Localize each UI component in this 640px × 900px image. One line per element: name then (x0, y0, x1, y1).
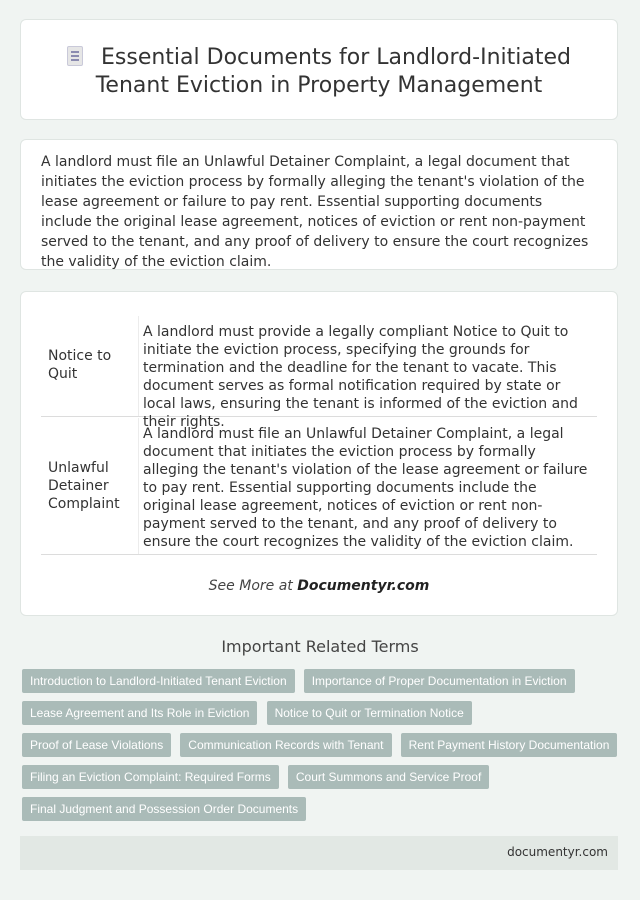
related-term-tag[interactable]: Communication Records with Tenant (180, 733, 391, 757)
related-terms-list (22, 669, 622, 829)
related-term-tag[interactable]: Importance of Proper Documentation in Eviction (304, 669, 575, 693)
related-term-tag[interactable]: Filing an Eviction Complaint: Required Forms (22, 765, 279, 789)
footer-site[interactable]: documentyr.com (507, 845, 608, 859)
term-cell: Notice to Quit (48, 348, 112, 382)
definition-cell: A landlord must file an Unlawful Detainer Complaint, a legal document that initiates the eviction process by formally alleging the tenant's violation of the lease agreement or failure to pay rent. Essential supporting documents include the original lease agreement, notices of eviction or rent non-payment served to the tenant, and any proof of delivery to ensure the court recognizes the validity of the eviction claim. (143, 426, 588, 550)
related-terms-heading: Important Related Terms (221, 637, 419, 656)
summary-card (20, 139, 618, 270)
related-term-tag[interactable]: Court Summons and Service Proof (288, 765, 489, 789)
definitions-card (20, 291, 618, 616)
see-more-prefix: See More at (208, 578, 298, 594)
see-more-link[interactable] (21, 578, 617, 594)
document-icon (67, 46, 83, 66)
related-term-tag[interactable]: Notice to Quit or Termination Notice (267, 701, 472, 725)
title-card (20, 19, 618, 120)
page-title (21, 44, 617, 100)
related-term-tag[interactable]: Proof of Lease Violations (22, 733, 171, 757)
related-term-tag[interactable]: Lease Agreement and Its Role in Eviction (22, 701, 257, 725)
see-more-site[interactable]: Documentyr.com (297, 578, 430, 594)
title-line-1: Essential Documents for Landlord-Initiated (101, 45, 571, 70)
summary-text: A landlord must file an Unlawful Detainer Complaint, a legal document that initiates the eviction process by formally alleging the tenant's violation of the lease agreement or failure to pay rent. Essential supporting documents include the original lease agreement, notices of eviction or rent non-payment served to the tenant, and any proof of delivery to ensure the court recognizes the validity of the eviction claim. (41, 154, 589, 270)
definition-cell: A landlord must provide a legally compliant Notice to Quit to initiate the eviction process, specifying the grounds for termination and the deadline for the tenant to vacate. This document serves as formal notification required by state or local laws, ensuring the tenant is informed of the eviction and their rights. (143, 324, 578, 430)
related-term-tag[interactable]: Final Judgment and Possession Order Documents (22, 797, 306, 821)
term-cell: Unlawful Detainer Complaint (48, 460, 120, 512)
table-row (41, 418, 597, 555)
related-term-tag[interactable]: Introduction to Landlord-Initiated Tenant Eviction (22, 669, 295, 693)
table-row (41, 316, 597, 430)
footer (20, 836, 618, 870)
related-term-tag[interactable]: Rent Payment History Documentation (401, 733, 618, 757)
title-line-2: Tenant Eviction in Property Management (95, 73, 543, 98)
